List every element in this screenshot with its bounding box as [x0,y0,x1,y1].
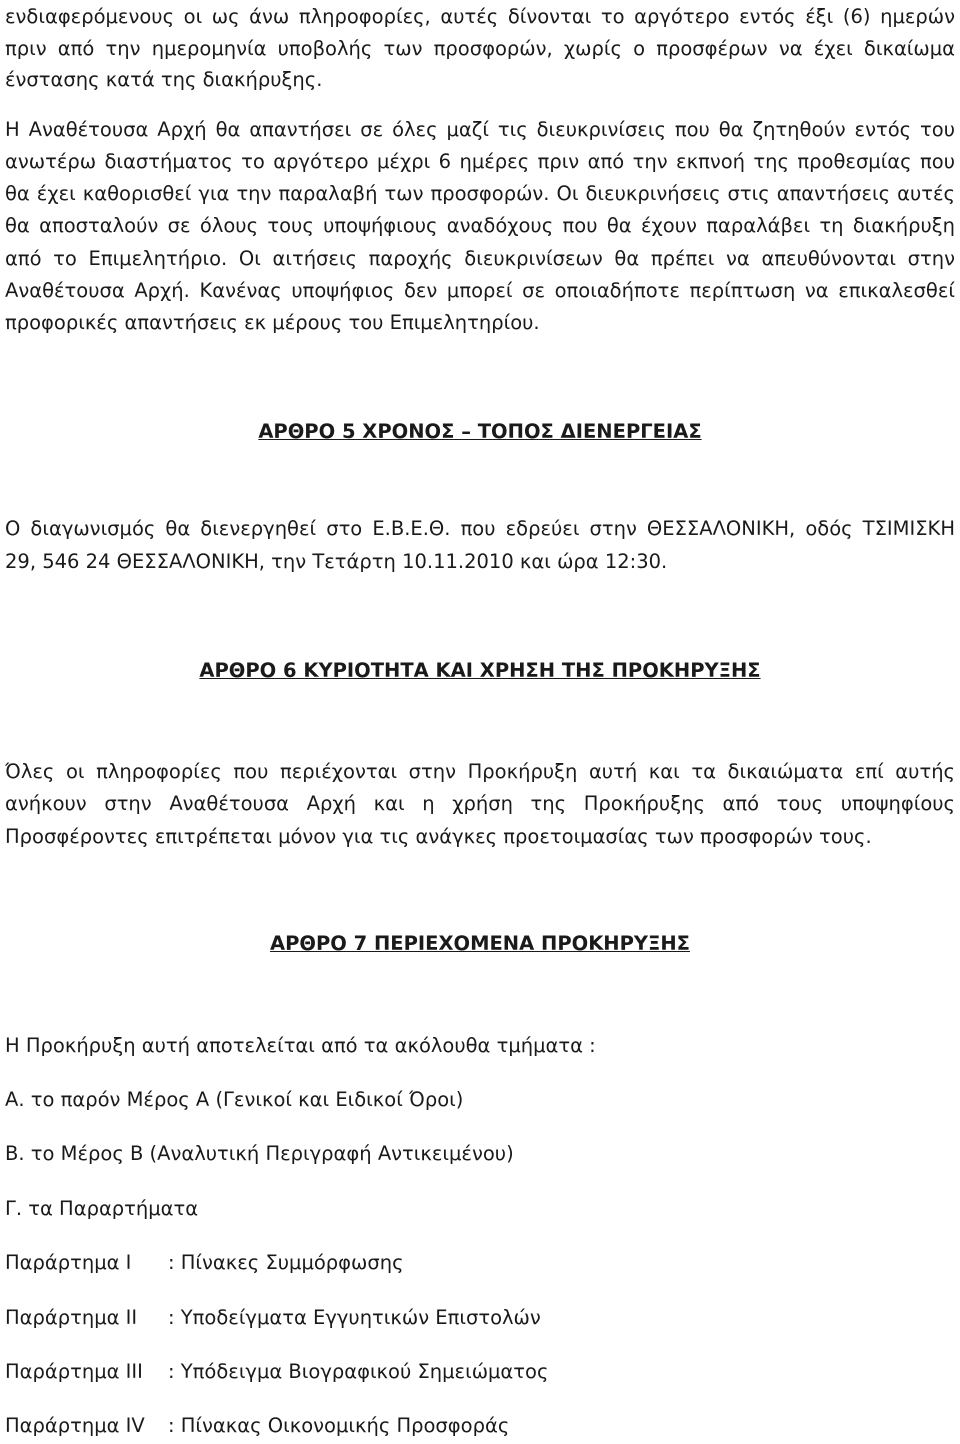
annex-label: Παράρτημα Ι [5,1251,132,1274]
annex-value: : Πίνακες Συμμόρφωσης [168,1251,404,1274]
article-6-line-2: ανήκουν στην Αναθέτουσα Αρχή και η χρήση της Προκήρυξης από τους υποψηφίους [5,792,955,815]
clarifications-line-4: θα αποσταλούν σε όλους τους υποψήφιους αναδόχους που θα έχουν παραλάβει τη διακήρυξη [5,214,955,237]
annex-value: : Υποδείγματα Εγγυητικών Επιστολών [168,1306,541,1329]
article-5-line-1: Ο διαγωνισμός θα διενεργηθεί στο Ε.Β.Ε.Θ. που εδρεύει στην ΘΕΣΣΑΛΟΝΙΚΗ, οδός ΤΣΙΜΙΣΚΗ [5,517,955,540]
intro-line-3: ένστασης κατά της διακήρυξης. [5,68,323,91]
part-b: Β. το Μέρος Β (Αναλυτική Περιγραφή Αντικειμένου) [5,1142,514,1165]
clarifications-line-5: από το Επιμελητήριο. Οι αιτήσεις παροχής διευκρινίσεων θα πρέπει να απευθύνονται στην [5,247,955,270]
article-6-line-1: Όλες οι πληροφορίες που περιέχονται στην Προκήρυξη αυτή και τα δικαιώματα επί αυτής [5,760,955,783]
article-5-heading: ΑΡΘΡΟ 5 ΧΡΟΝΟΣ – ΤΟΠΟΣ ΔΙΕΝΕΡΓΕΙΑΣ [258,420,702,443]
article-7-intro: Η Προκήρυξη αυτή αποτελείται από τα ακόλουθα τμήματα : [5,1034,596,1057]
annex-row-2 [5,1302,955,1334]
annex-row-3 [5,1356,955,1388]
intro-line-1: ενδιαφερόμενους οι ως άνω πληροφορίες, αυτές δίνονται το αργότερο εντός έξι (6) ημερών [5,5,955,28]
annex-row-4 [5,1410,955,1442]
annex-row-1 [5,1247,955,1279]
article-6-heading: ΑΡΘΡΟ 6 ΚΥΡΙΟΤΗΤΑ ΚΑΙ ΧΡΗΣΗ ΤΗΣ ΠΡΟΚΗΡΥΞΗΣ [199,659,761,682]
clarifications-line-3: θα έχει καθορισθεί για την παραλαβή των προσφορών. Οι διευκρινήσεις στις απαντήσεις αυτές [5,182,955,205]
clarifications-line-1: Η Αναθέτουσα Αρχή θα απαντήσει σε όλες μαζί τις διευκρινίσεις που θα ζητηθούν εντός του [5,118,955,141]
annex-value: : Υπόδειγμα Βιογραφικού Σημειώματος [168,1360,549,1383]
article-6-line-3: Προσφέροντες επιτρέπεται μόνον για τις ανάγκες προετοιμασίας των προσφορών τους. [5,825,872,848]
intro-line-2: πριν από την ημερομηνία υποβολής των προσφορών, χωρίς ο προσφέρων να έχει δικαίωμα [5,37,955,60]
clarifications-line-2: ανωτέρω διαστήματος το αργότερο μέχρι 6 ημέρες πριν από την εκπνοή της προθεσμίας που [5,150,955,173]
part-c: Γ. τα Παραρτήματα [5,1197,199,1220]
annex-label: Παράρτημα ΙΙΙ [5,1360,143,1383]
annex-label: Παράρτημα ΙV [5,1414,145,1437]
part-a: Α. το παρόν Μέρος Α (Γενικοί και Ειδικοί Όροι) [5,1088,464,1111]
article-7-heading: ΑΡΘΡΟ 7 ΠΕΡΙΕΧΟΜΕΝΑ ΠΡΟΚΗΡΥΞΗΣ [269,932,690,955]
annex-value: : Πίνακας Οικονομικής Προσφοράς [168,1414,510,1437]
article-5-line-2: 29, 546 24 ΘΕΣΣΑΛΟΝΙΚΗ, την Τετάρτη 10.11.2010 και ώρα 12:30. [5,550,668,573]
clarifications-line-6: Αναθέτουσα Αρχή. Κανένας υποψήφιος δεν μπορεί σε οποιαδήποτε περίπτωση να επικαλεσθεί [5,279,955,302]
clarifications-line-7: προφορικές απαντήσεις εκ μέρους του Επιμελητηρίου. [5,311,540,334]
annex-label: Παράρτημα ΙΙ [5,1306,138,1329]
